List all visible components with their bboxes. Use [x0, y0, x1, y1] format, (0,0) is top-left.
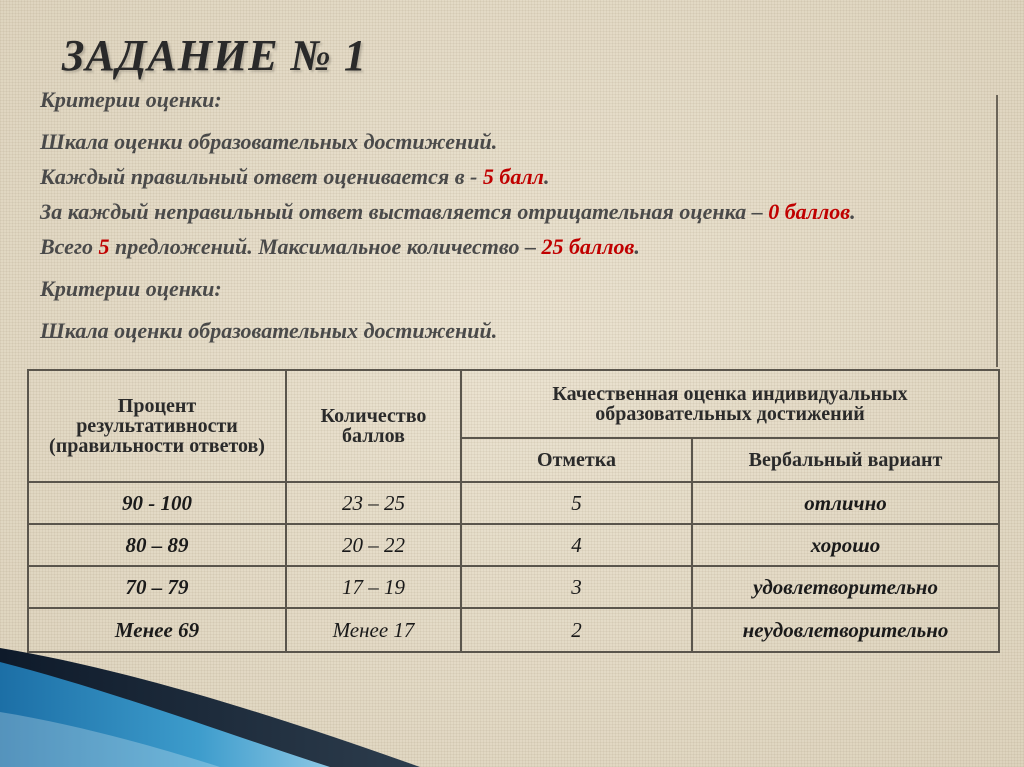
cell-verbal: удовлетворительно — [692, 566, 999, 608]
total-line: Всего 5 предложений. Максимальное количество – 25 баллов. — [40, 234, 640, 259]
cell-mark: 2 — [461, 608, 692, 652]
sentence-count: 5 — [98, 234, 110, 259]
header-percent: Процент результативности (правильности ответов) — [28, 370, 286, 482]
scale-title: Шкала оценки образовательных достижений. — [40, 129, 498, 154]
scale-title-2: Шкала оценки образовательных достижений. — [40, 318, 498, 343]
cell-mark: 4 — [461, 524, 692, 566]
cell-points: Менее 17 — [286, 608, 461, 652]
cell-mark: 3 — [461, 566, 692, 608]
cell-verbal: хорошо — [692, 524, 999, 566]
header-quality: Качественная оценка индивидуальных образовательных достижений — [461, 370, 999, 438]
slide-title: ЗАДАНИЕ № 1 — [62, 31, 367, 80]
correct-points-value: 5 балл — [482, 164, 544, 189]
wrong-answer-line: За каждый неправильный ответ выставляется отрицательная оценка – 0 баллов. — [40, 199, 856, 224]
max-points-value: 25 баллов — [541, 234, 635, 259]
criteria-heading-2: Критерии оценки: — [40, 276, 222, 301]
cell-percent: 80 – 89 — [28, 524, 286, 566]
criteria-heading: Критерии оценки: — [40, 87, 222, 112]
cell-percent: 70 – 79 — [28, 566, 286, 608]
header-mark: Отметка — [461, 438, 692, 482]
cell-verbal: неудовлетворительно — [692, 608, 999, 652]
cell-verbal: отлично — [692, 482, 999, 524]
correct-answer-line: Каждый правильный ответ оценивается в - 5 балл. — [40, 164, 550, 189]
cell-mark: 5 — [461, 482, 692, 524]
header-verbal: Вербальный вариант — [692, 438, 999, 482]
header-points: Количество баллов — [286, 370, 461, 482]
cell-percent: 90 - 100 — [28, 482, 286, 524]
cell-points: 23 – 25 — [286, 482, 461, 524]
cell-points: 17 – 19 — [286, 566, 461, 608]
wrong-points-value: 0 баллов — [768, 199, 851, 224]
cell-points: 20 – 22 — [286, 524, 461, 566]
cell-percent: Менее 69 — [28, 608, 286, 652]
